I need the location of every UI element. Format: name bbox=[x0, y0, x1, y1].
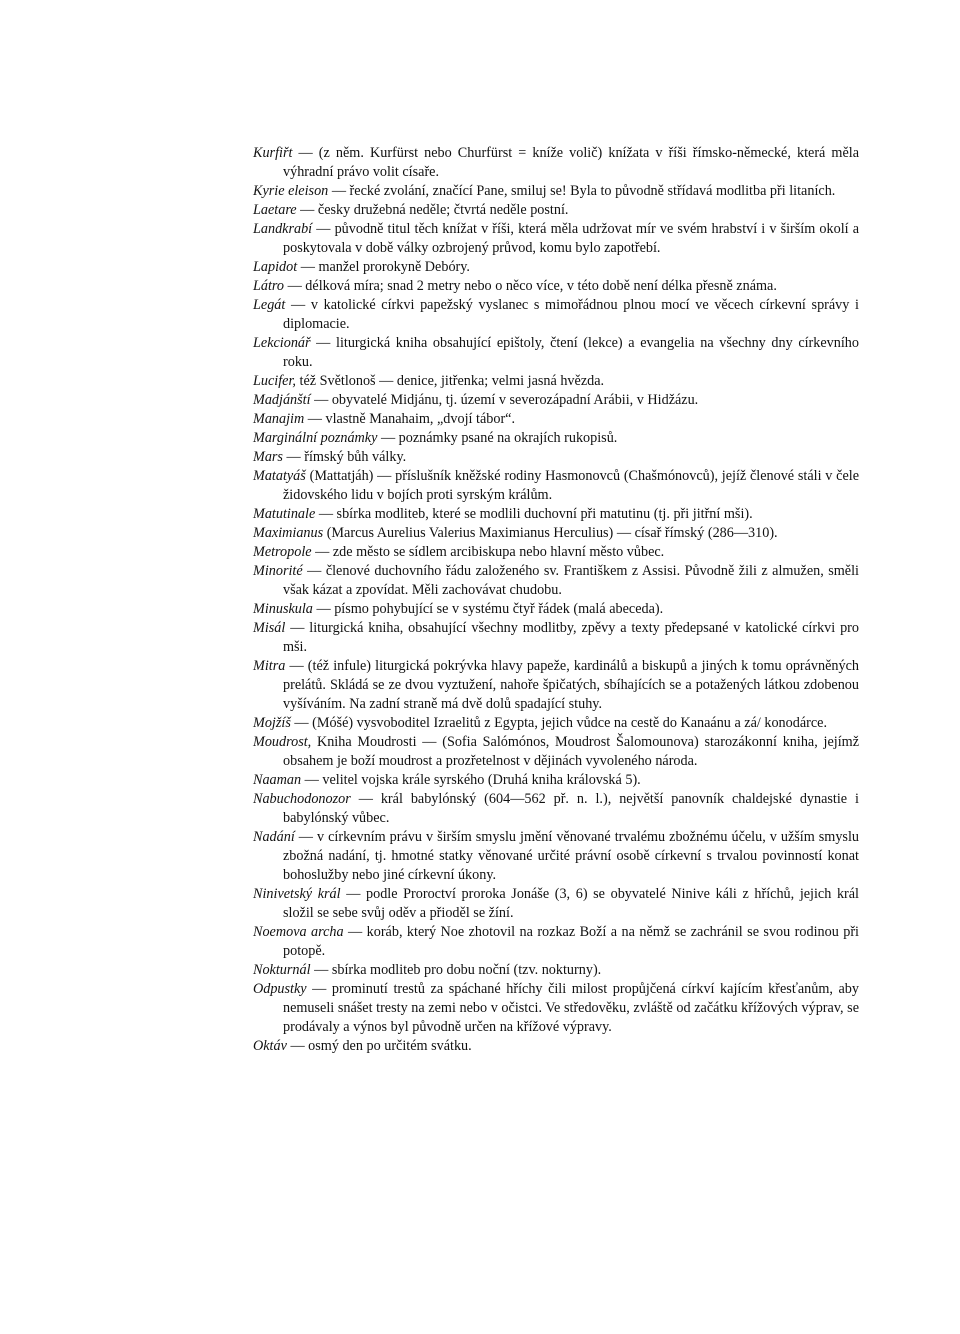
entry-definition: — (z něm. Kurfürst nebo Churfürst = kníže volič) knížata v říši římsko-německé, která měla výhradní právo volit císaře. bbox=[283, 145, 859, 180]
entry-definition: — sbírka modliteb, které se modlili duchovní při matutinu (tj. při jitřní mši). bbox=[315, 506, 753, 522]
entry-term: Matatyáš bbox=[253, 468, 306, 484]
glossary-entry bbox=[253, 961, 859, 980]
entry-definition: — poznámky psané na okrajích rukopisů. bbox=[377, 430, 618, 446]
glossary-entry bbox=[253, 182, 859, 201]
glossary-entry bbox=[253, 600, 859, 619]
glossary-entry bbox=[253, 1037, 859, 1056]
glossary-entry bbox=[253, 220, 859, 258]
entry-definition: — v církevním právu v širším smyslu jmění věnované trvalému zbožnému účelu, v užším smyslu zbožná nadání, tj. hmotné statky věnované určité právní osobě církevní s trvalou povinností konat bohoslužby nebo jiné církevní úkony. bbox=[283, 829, 859, 883]
entry-term: Landkrabí bbox=[253, 221, 313, 237]
entry-term: Manajim bbox=[253, 411, 305, 427]
entry-term: Ninivetský král bbox=[253, 886, 341, 902]
entry-term: Mars bbox=[253, 449, 283, 465]
entry-term: Marginální poznámky bbox=[253, 430, 378, 446]
entry-definition: — sbírka modliteb pro dobu noční (tzv. nokturny). bbox=[310, 962, 602, 978]
entry-definition: (Marcus Aurelius Valerius Maximianus Herculius) — císař římský (286—310). bbox=[323, 525, 778, 541]
entry-definition: — obyvatelé Midjánu, tj. území v severozápadní Arábii, v Hidžázu. bbox=[310, 392, 699, 408]
entry-term: Kurfiřt bbox=[253, 145, 293, 161]
entry-term: Kyrie eleison bbox=[253, 183, 329, 199]
entry-term: Lucifer, bbox=[253, 373, 296, 389]
entry-definition: — podle Proroctví proroka Jonáše (3, 6) se obyvatelé Ninive káli z hříchů, jejich král složil se sebe svůj oděv a přioděl se žíní. bbox=[283, 886, 860, 921]
glossary-entry bbox=[253, 410, 859, 429]
entry-definition: — písmo pohybující se v systému čtyř řádek (malá abeceda). bbox=[312, 601, 664, 617]
entry-definition: — osmý den po určitém svátku. bbox=[286, 1038, 472, 1054]
glossary-entry bbox=[253, 657, 859, 714]
entry-term: Mitra bbox=[253, 658, 286, 674]
entry-definition: (Mattatjáh) — příslušník kněžské rodiny Hasmonovců (Chašmónovců), jejíž členové stáli v čele židovského lidu v bojích proti syrským králům. bbox=[283, 468, 859, 503]
entry-term: Maximianus bbox=[253, 525, 324, 541]
glossary-entry bbox=[253, 391, 859, 410]
glossary-entry bbox=[253, 923, 859, 961]
entry-definition: — (Móšé) vysvoboditel Izraelitů z Egypta, jejich vůdce na cestě do Kanaánu a zá/ konodárce. bbox=[290, 715, 828, 731]
glossary-entry bbox=[253, 372, 859, 391]
glossary-entry bbox=[253, 714, 859, 733]
entry-term: Metropole bbox=[253, 544, 312, 560]
entry-definition: — liturgická kniha, obsahující všechny modlitby, zpěvy a texty předepsané v katolické církvi pro mši. bbox=[283, 620, 859, 655]
entry-term: Nadání bbox=[253, 829, 295, 845]
entry-definition: — řecké zvolání, značící Pane, smiluj se! Byla to původně střídavá modlitba při litaních. bbox=[328, 183, 836, 199]
entry-definition: — vlastně Manahaim, „dvojí tábor“. bbox=[304, 411, 516, 427]
entry-term: Minuskula bbox=[253, 601, 313, 617]
entry-definition: — manžel prorokyně Debóry. bbox=[297, 259, 470, 275]
entry-definition: — členové duchovního řádu založeného sv. Františkem z Assisi. Původně žili z almužen, směli však kázat a zpovídat. Měli zachovávat chudobu. bbox=[283, 563, 859, 598]
glossary-entry bbox=[253, 277, 859, 296]
glossary-entry bbox=[253, 771, 859, 790]
entry-definition: — v katolické církvi papežský vyslanec s mimořádnou plnou mocí ve věcech církevní správy i diplomacie. bbox=[283, 297, 859, 332]
glossary-page bbox=[253, 144, 859, 1056]
glossary-entry bbox=[253, 543, 859, 562]
entry-definition: — velitel vojska krále syrského (Druhá kniha královská 5). bbox=[301, 772, 641, 788]
glossary-entry bbox=[253, 144, 859, 182]
glossary-entry bbox=[253, 258, 859, 277]
glossary-entry bbox=[253, 429, 859, 448]
entry-term: Naaman bbox=[253, 772, 302, 788]
entry-definition: — král babylónský (604—562 př. n. l.), největší panovník chaldejské dynastie i babylónský vůbec. bbox=[283, 791, 859, 826]
glossary-entry bbox=[253, 562, 859, 600]
entry-definition: — (též infule) liturgická pokrývka hlavy papeže, kardinálů a biskupů a jiných k tomu oprávněných prelátů. Skládá se ze dvou vyztužení, nahoře špičatých, sbíhajících se a potažených látkou zdobenou vyšíváním. Na zadní straně má dvě dolů spadající stuhy. bbox=[283, 658, 859, 712]
glossary-entry bbox=[253, 467, 859, 505]
entry-definition: Kniha Moudrosti — (Sofia Salómónos, Moudrost Šalomounova) starozákonní kniha, jejímž obsahem je boží moudrost a prozřetelnost v dějinách vyvoleného národa. bbox=[283, 734, 859, 769]
entry-definition: — římský bůh války. bbox=[282, 449, 407, 465]
entry-term: Oktáv bbox=[253, 1038, 287, 1054]
entry-term: Legát bbox=[253, 297, 286, 313]
entry-term: Lapidot bbox=[253, 259, 298, 275]
glossary-entry bbox=[253, 619, 859, 657]
entry-term: Noemova archa bbox=[253, 924, 344, 940]
entry-definition: též Světlonoš — denice, jitřenka; velmi jasná hvězda. bbox=[295, 373, 605, 389]
entry-definition: — liturgická kniha obsahující epištoly, čtení (lekce) a evangelia na všechny dny církevního roku. bbox=[283, 335, 859, 370]
entry-term: Misál bbox=[253, 620, 286, 636]
entry-definition: — původně titul těch knížat v říši, která měla udržovat mír ve svém hrabství i v širším okolí a poskytovala v době války ozbrojený průvod, komu bylo zapotřebí. bbox=[283, 221, 859, 256]
entry-term: Matutinale bbox=[253, 506, 316, 522]
entry-term: Látro bbox=[253, 278, 285, 294]
entry-term: Nabuchodonozor bbox=[253, 791, 351, 807]
entry-term: Nokturnál bbox=[253, 962, 311, 978]
entry-term: Lekcionář bbox=[253, 335, 311, 351]
glossary-entry bbox=[253, 334, 859, 372]
entry-definition: — česky družebná neděle; čtvrtá neděle postní. bbox=[296, 202, 569, 218]
entry-definition: — prominutí trestů za spáchané hříchy čili milost propůjčená církví kajícím křesťanům, aby nemuseli snášet tresty na zemi nebo v očistci. Ve středověku, zvláště od začátku křížových výprav, se prodávaly a výnos byl původně určen na křížové výpravy. bbox=[283, 981, 859, 1035]
entry-term: Mojžíš bbox=[253, 715, 291, 731]
entry-term: Madjánští bbox=[253, 392, 311, 408]
entry-definition: — délková míra; snad 2 metry nebo o něco více, v této době není délka přesně známa. bbox=[284, 278, 777, 294]
glossary-entry bbox=[253, 828, 859, 885]
entry-term: Minorité bbox=[253, 563, 303, 579]
glossary-entry bbox=[253, 201, 859, 220]
glossary-entry bbox=[253, 980, 859, 1037]
entry-definition: — zde město se sídlem arcibiskupa nebo hlavní město vůbec. bbox=[311, 544, 665, 560]
glossary-entry bbox=[253, 524, 859, 543]
glossary-entry bbox=[253, 733, 859, 771]
glossary-entry bbox=[253, 448, 859, 467]
glossary-entry bbox=[253, 296, 859, 334]
entry-term: Moudrost, bbox=[253, 734, 312, 750]
glossary-entry bbox=[253, 505, 859, 524]
glossary-entry bbox=[253, 885, 859, 923]
entry-definition: — koráb, který Noe zhotovil na rozkaz Boží a na němž se zachránil se svou rodinou při potopě. bbox=[283, 924, 859, 959]
entry-term: Laetare bbox=[253, 202, 297, 218]
glossary-entry bbox=[253, 790, 859, 828]
entry-term: Odpustky bbox=[253, 981, 307, 997]
